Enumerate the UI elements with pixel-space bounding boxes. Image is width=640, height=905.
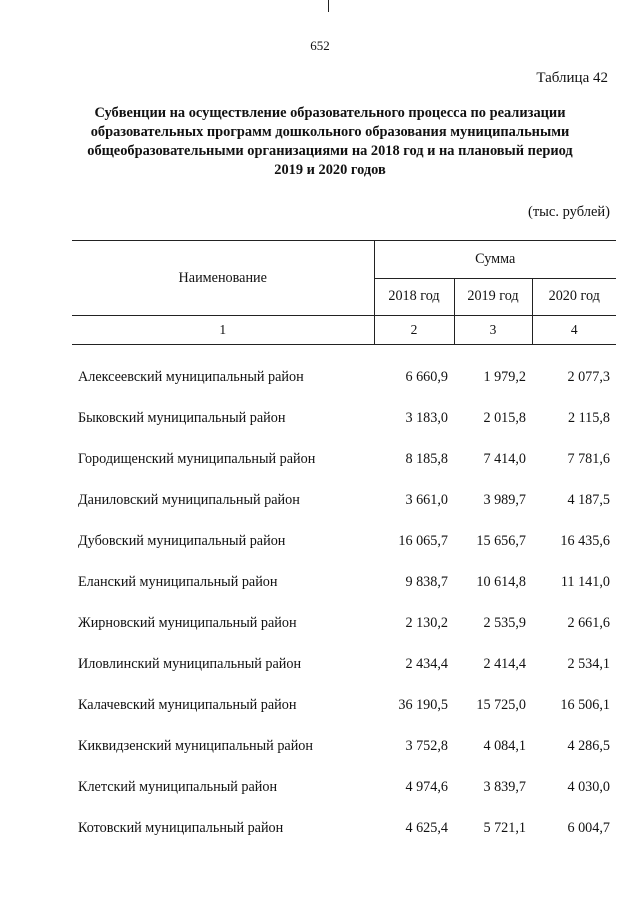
table-row — [72, 603, 616, 644]
table-row — [72, 808, 616, 849]
page-number: 652 — [310, 38, 330, 53]
value-2018-cell: 4 974,6 — [405, 779, 448, 795]
table-row — [72, 685, 616, 726]
value-2018-cell: 8 185,8 — [405, 451, 448, 467]
title-line: образовательных программ дошкольного образования муниципальными — [90, 124, 570, 140]
column-number: 3 — [454, 316, 532, 345]
value-2020-cell: 2 077,3 — [567, 369, 610, 385]
table-row — [72, 357, 616, 398]
column-header-name: Наименование — [72, 241, 374, 316]
value-2020-cell: 4 187,5 — [567, 492, 610, 508]
value-2019-cell: 7 414,0 — [483, 451, 526, 467]
table-row — [72, 644, 616, 685]
units-label: (тыс. рублей) — [528, 204, 610, 220]
column-number: 4 — [532, 316, 616, 345]
column-header-2020: 2020 год — [532, 278, 616, 316]
value-2018-cell: 2 130,2 — [405, 615, 448, 631]
value-2018-cell: 6 660,9 — [405, 369, 448, 385]
table-row — [72, 439, 616, 480]
value-2019-cell: 2 535,9 — [483, 615, 526, 631]
table-title — [70, 104, 590, 180]
column-number-row — [72, 316, 616, 345]
table-row — [72, 521, 616, 562]
district-name-cell: Дубовский муниципальный район — [78, 533, 286, 549]
title-line: 2019 и 2020 годов — [274, 162, 386, 178]
district-name-cell: Киквидзенский муниципальный район — [78, 738, 313, 754]
title-line: общеобразовательными организациями на 2018 год и на плановый период — [87, 143, 573, 159]
subsidies-table — [72, 240, 616, 849]
column-header-2019: 2019 год — [454, 278, 532, 316]
table-body — [72, 357, 616, 849]
value-2018-cell: 3 752,8 — [405, 738, 448, 754]
value-2019-cell: 15 725,0 — [476, 697, 526, 713]
district-name-cell: Иловлинский муниципальный район — [78, 656, 302, 672]
district-name-cell: Городищенский муниципальный район — [78, 451, 316, 467]
value-2019-cell: 3 839,7 — [483, 779, 526, 795]
value-2020-cell: 16 506,1 — [560, 697, 610, 713]
value-2019-cell: 1 979,2 — [483, 369, 526, 385]
column-header-2018: 2018 год — [374, 278, 454, 316]
district-name-cell: Котовский муниципальный район — [78, 820, 284, 836]
table-header-row — [72, 241, 616, 279]
value-2019-cell: 5 721,1 — [483, 820, 526, 836]
value-2020-cell: 16 435,6 — [560, 533, 610, 549]
value-2020-cell: 7 781,6 — [567, 451, 610, 467]
value-2020-cell: 2 534,1 — [567, 656, 610, 672]
spacer-row — [72, 345, 616, 358]
value-2019-cell: 2 414,4 — [483, 656, 526, 672]
table-row — [72, 767, 616, 808]
value-2020-cell: 4 030,0 — [567, 779, 610, 795]
value-2020-cell: 4 286,5 — [567, 738, 610, 754]
table-row — [72, 726, 616, 767]
value-2018-cell: 2 434,4 — [405, 656, 448, 672]
table-row — [72, 480, 616, 521]
district-name-cell: Жирновский муниципальный район — [78, 615, 297, 631]
district-name-cell: Даниловский муниципальный район — [78, 492, 300, 508]
value-2018-cell: 36 190,5 — [398, 697, 448, 713]
value-2019-cell: 3 989,7 — [483, 492, 526, 508]
district-name-cell: Калачевский муниципальный район — [78, 697, 297, 713]
district-name-cell: Алексеевский муниципальный район — [78, 369, 304, 385]
column-number: 1 — [72, 316, 374, 345]
table-label: Таблица 42 — [536, 70, 608, 86]
value-2018-cell: 3 183,0 — [405, 410, 448, 426]
value-2019-cell: 10 614,8 — [476, 574, 526, 590]
value-2018-cell: 16 065,7 — [398, 533, 448, 549]
value-2019-cell: 15 656,7 — [476, 533, 526, 549]
value-2020-cell: 2 115,8 — [567, 410, 610, 426]
scan-edge-mark — [328, 0, 329, 12]
value-2020-cell: 11 141,0 — [560, 574, 610, 590]
value-2019-cell: 2 015,8 — [483, 410, 526, 426]
district-name-cell: Клетский муниципальный район — [78, 779, 278, 795]
value-2018-cell: 3 661,0 — [405, 492, 448, 508]
column-header-sum: Сумма — [374, 241, 616, 279]
value-2019-cell: 4 084,1 — [483, 738, 526, 754]
value-2020-cell: 2 661,6 — [567, 615, 610, 631]
value-2018-cell: 4 625,4 — [405, 820, 448, 836]
title-line: Субвенции на осуществление образовательного процесса по реализации — [94, 105, 566, 121]
district-name-cell: Быковский муниципальный район — [78, 410, 286, 426]
table-row — [72, 562, 616, 603]
column-number: 2 — [374, 316, 454, 345]
table-row — [72, 398, 616, 439]
district-name-cell: Еланский муниципальный район — [78, 574, 278, 590]
value-2020-cell: 6 004,7 — [567, 820, 610, 836]
value-2018-cell: 9 838,7 — [405, 574, 448, 590]
